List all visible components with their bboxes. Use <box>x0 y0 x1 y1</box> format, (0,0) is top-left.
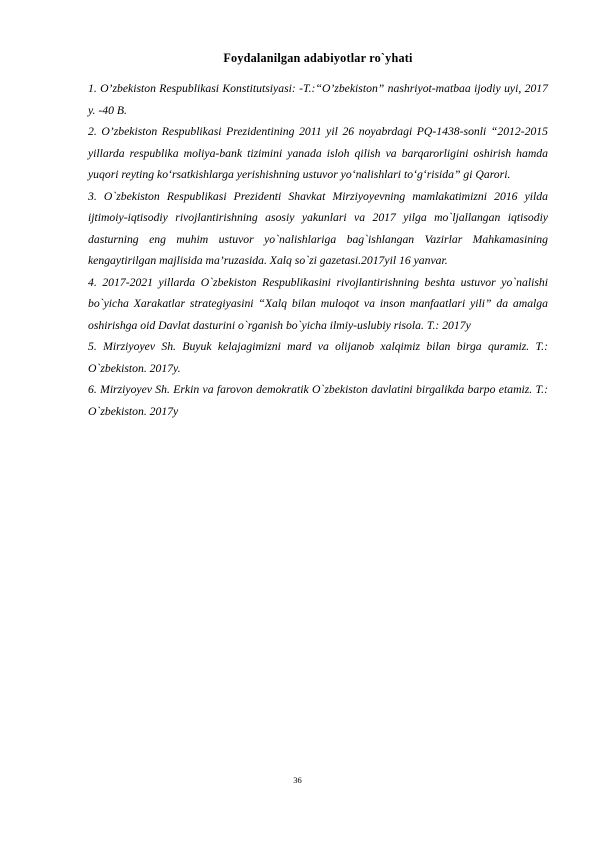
page-number: 36 <box>293 775 302 785</box>
reference-list <box>88 78 548 422</box>
reference-item-6: 6. Mirziyoyev Sh. Erkin va farovon demokratik O`zbekiston davlatini birgalikda barpo etamiz. T.: O`zbekiston. 2017y <box>88 383 548 418</box>
reference-item-4: 4. 2017-2021 yillarda O`zbekiston Respublikasini rivojlantirishning beshta ustuvor yo`nalishi bo`yicha Xarakatlar strategiyasini “Xalq bilan muloqot va inson manfaatlari yili” da amalga oshirishga oid Davlat dasturini o`rganish bo`yicha ilmiy-uslubiy risola. T.: 2017y <box>88 275 548 332</box>
reference-item-2: 2. O’zbekiston Respublikasi Prezidentining 2011 yil 26 noyabrdagi PQ-1438-sonli “2012-2015 yillarda respublika moliya-bank tizimini yanada isloh qilish va barqarorligini oshirish hamda yuqori reyting ko‘rsatkishlarga yerishishning ustuvor yo‘nalishlari to‘g‘risida” gi Qarori. <box>88 125 548 181</box>
reference-item-3: 3. O`zbekiston Respublikasi Prezidenti Shavkat Mirziyoyevning mamlakatimizni 2016 yilda ijtimoiy-iqtisodiy rivojlantirishning asosiy yakunlari va 2017 yilga mo`ljallangan iqtisodiy dasturning eng muhim ustuvor yo`nalishlariga bag`ishlangan Vazirlar Mahkamasining kengaytirilgan majlisida ma’ruzasida. Xalq so`zi gazetasi.2017yil 16 yanvar. <box>88 189 548 267</box>
reference-item-5: 5. Mirziyoyev Sh. Buyuk kelajagimizni mard va olijanob xalqimiz bilan birga quramiz. T.: O`zbekiston. 2017y. <box>88 340 548 375</box>
page-title: Foydalanilgan adabiyotlar ro`yhati <box>223 51 413 65</box>
reference-item-1: 1. O’zbekiston Respublikasi Konstitutsiyasi: -T.:“O’zbekiston” nashriyot-matbaa ijodiy uyi, 2017 y. -40 B. <box>88 82 548 117</box>
